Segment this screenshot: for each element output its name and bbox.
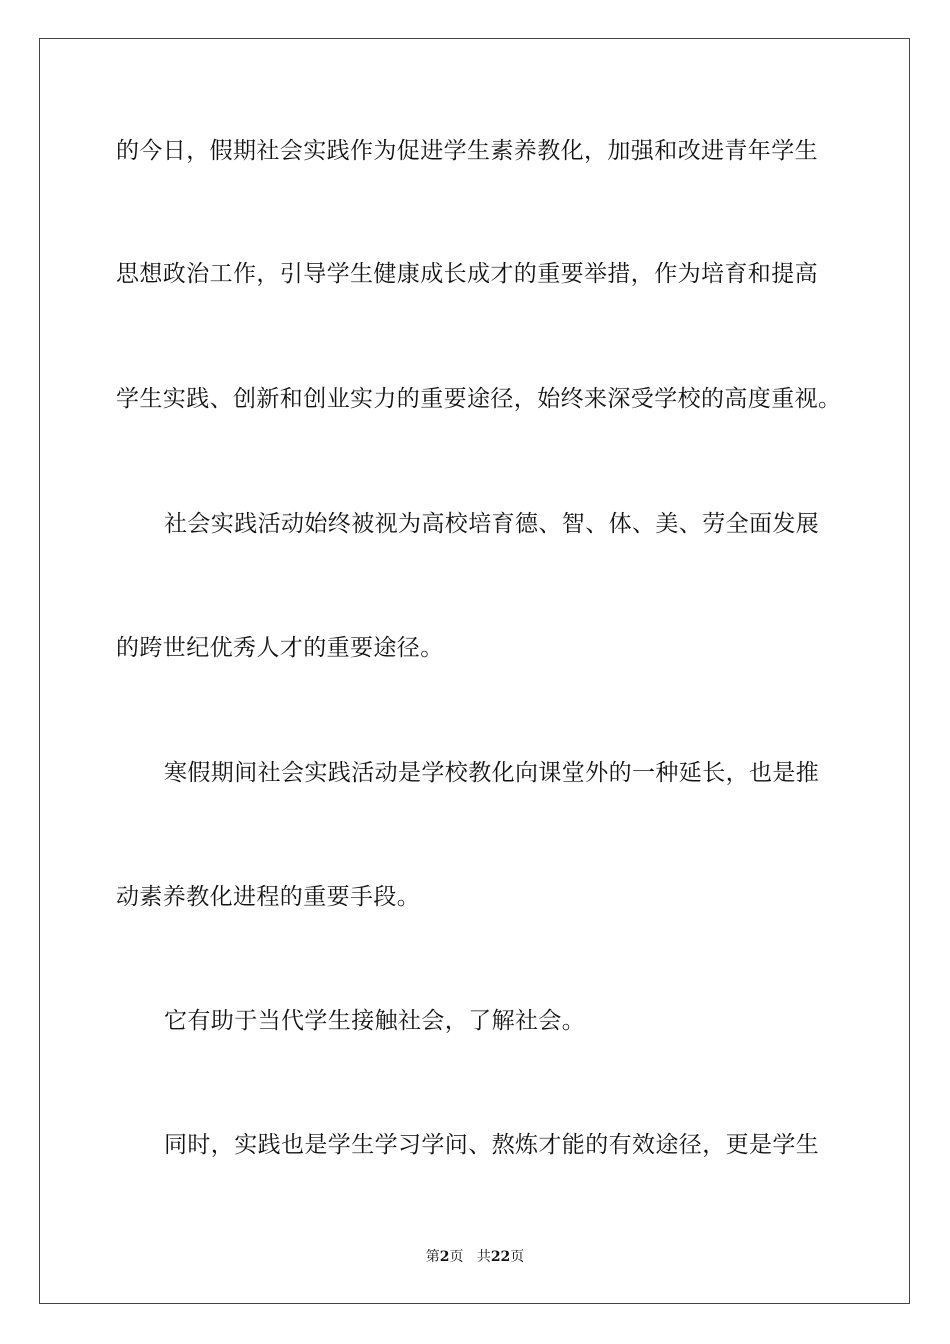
text-line-1: 的今日，假期社会实践作为促进学生素养教化，加强和改进青年学生 bbox=[116, 138, 818, 164]
footer-prefix: 第 bbox=[425, 1249, 440, 1265]
text-line-8: 它有助于当代学生接触社会，了解社会。 bbox=[164, 1008, 586, 1034]
text-line-2: 思想政治工作，引导学生健康成长成才的重要举措，作为培育和提高 bbox=[116, 261, 818, 287]
text-line-7: 动素养教化进程的重要手段。 bbox=[116, 884, 421, 910]
footer-current-page: 2 bbox=[439, 1249, 450, 1265]
text-line-6: 寒假期间社会实践活动是学校教化向课堂外的一种延长，也是推 bbox=[164, 760, 820, 786]
document-page bbox=[39, 38, 910, 1304]
text-line-9: 同时，实践也是学生学习学问、熬炼才能的有效途径，更是学生 bbox=[164, 1132, 820, 1158]
page-footer bbox=[0, 1247, 950, 1267]
footer-page-unit: 页 bbox=[449, 1249, 464, 1265]
text-line-3: 学生实践、创新和创业实力的重要途径，始终来深受学校的高度重视。 bbox=[116, 386, 842, 412]
footer-total-unit: 页 bbox=[510, 1249, 525, 1265]
text-line-5: 的跨世纪优秀人才的重要途径。 bbox=[116, 635, 444, 661]
footer-total-pages: 22 bbox=[490, 1249, 511, 1265]
text-line-4: 社会实践活动始终被视为高校培育德、智、体、美、劳全面发展 bbox=[164, 511, 820, 537]
footer-total-prefix: 共 bbox=[476, 1249, 491, 1265]
